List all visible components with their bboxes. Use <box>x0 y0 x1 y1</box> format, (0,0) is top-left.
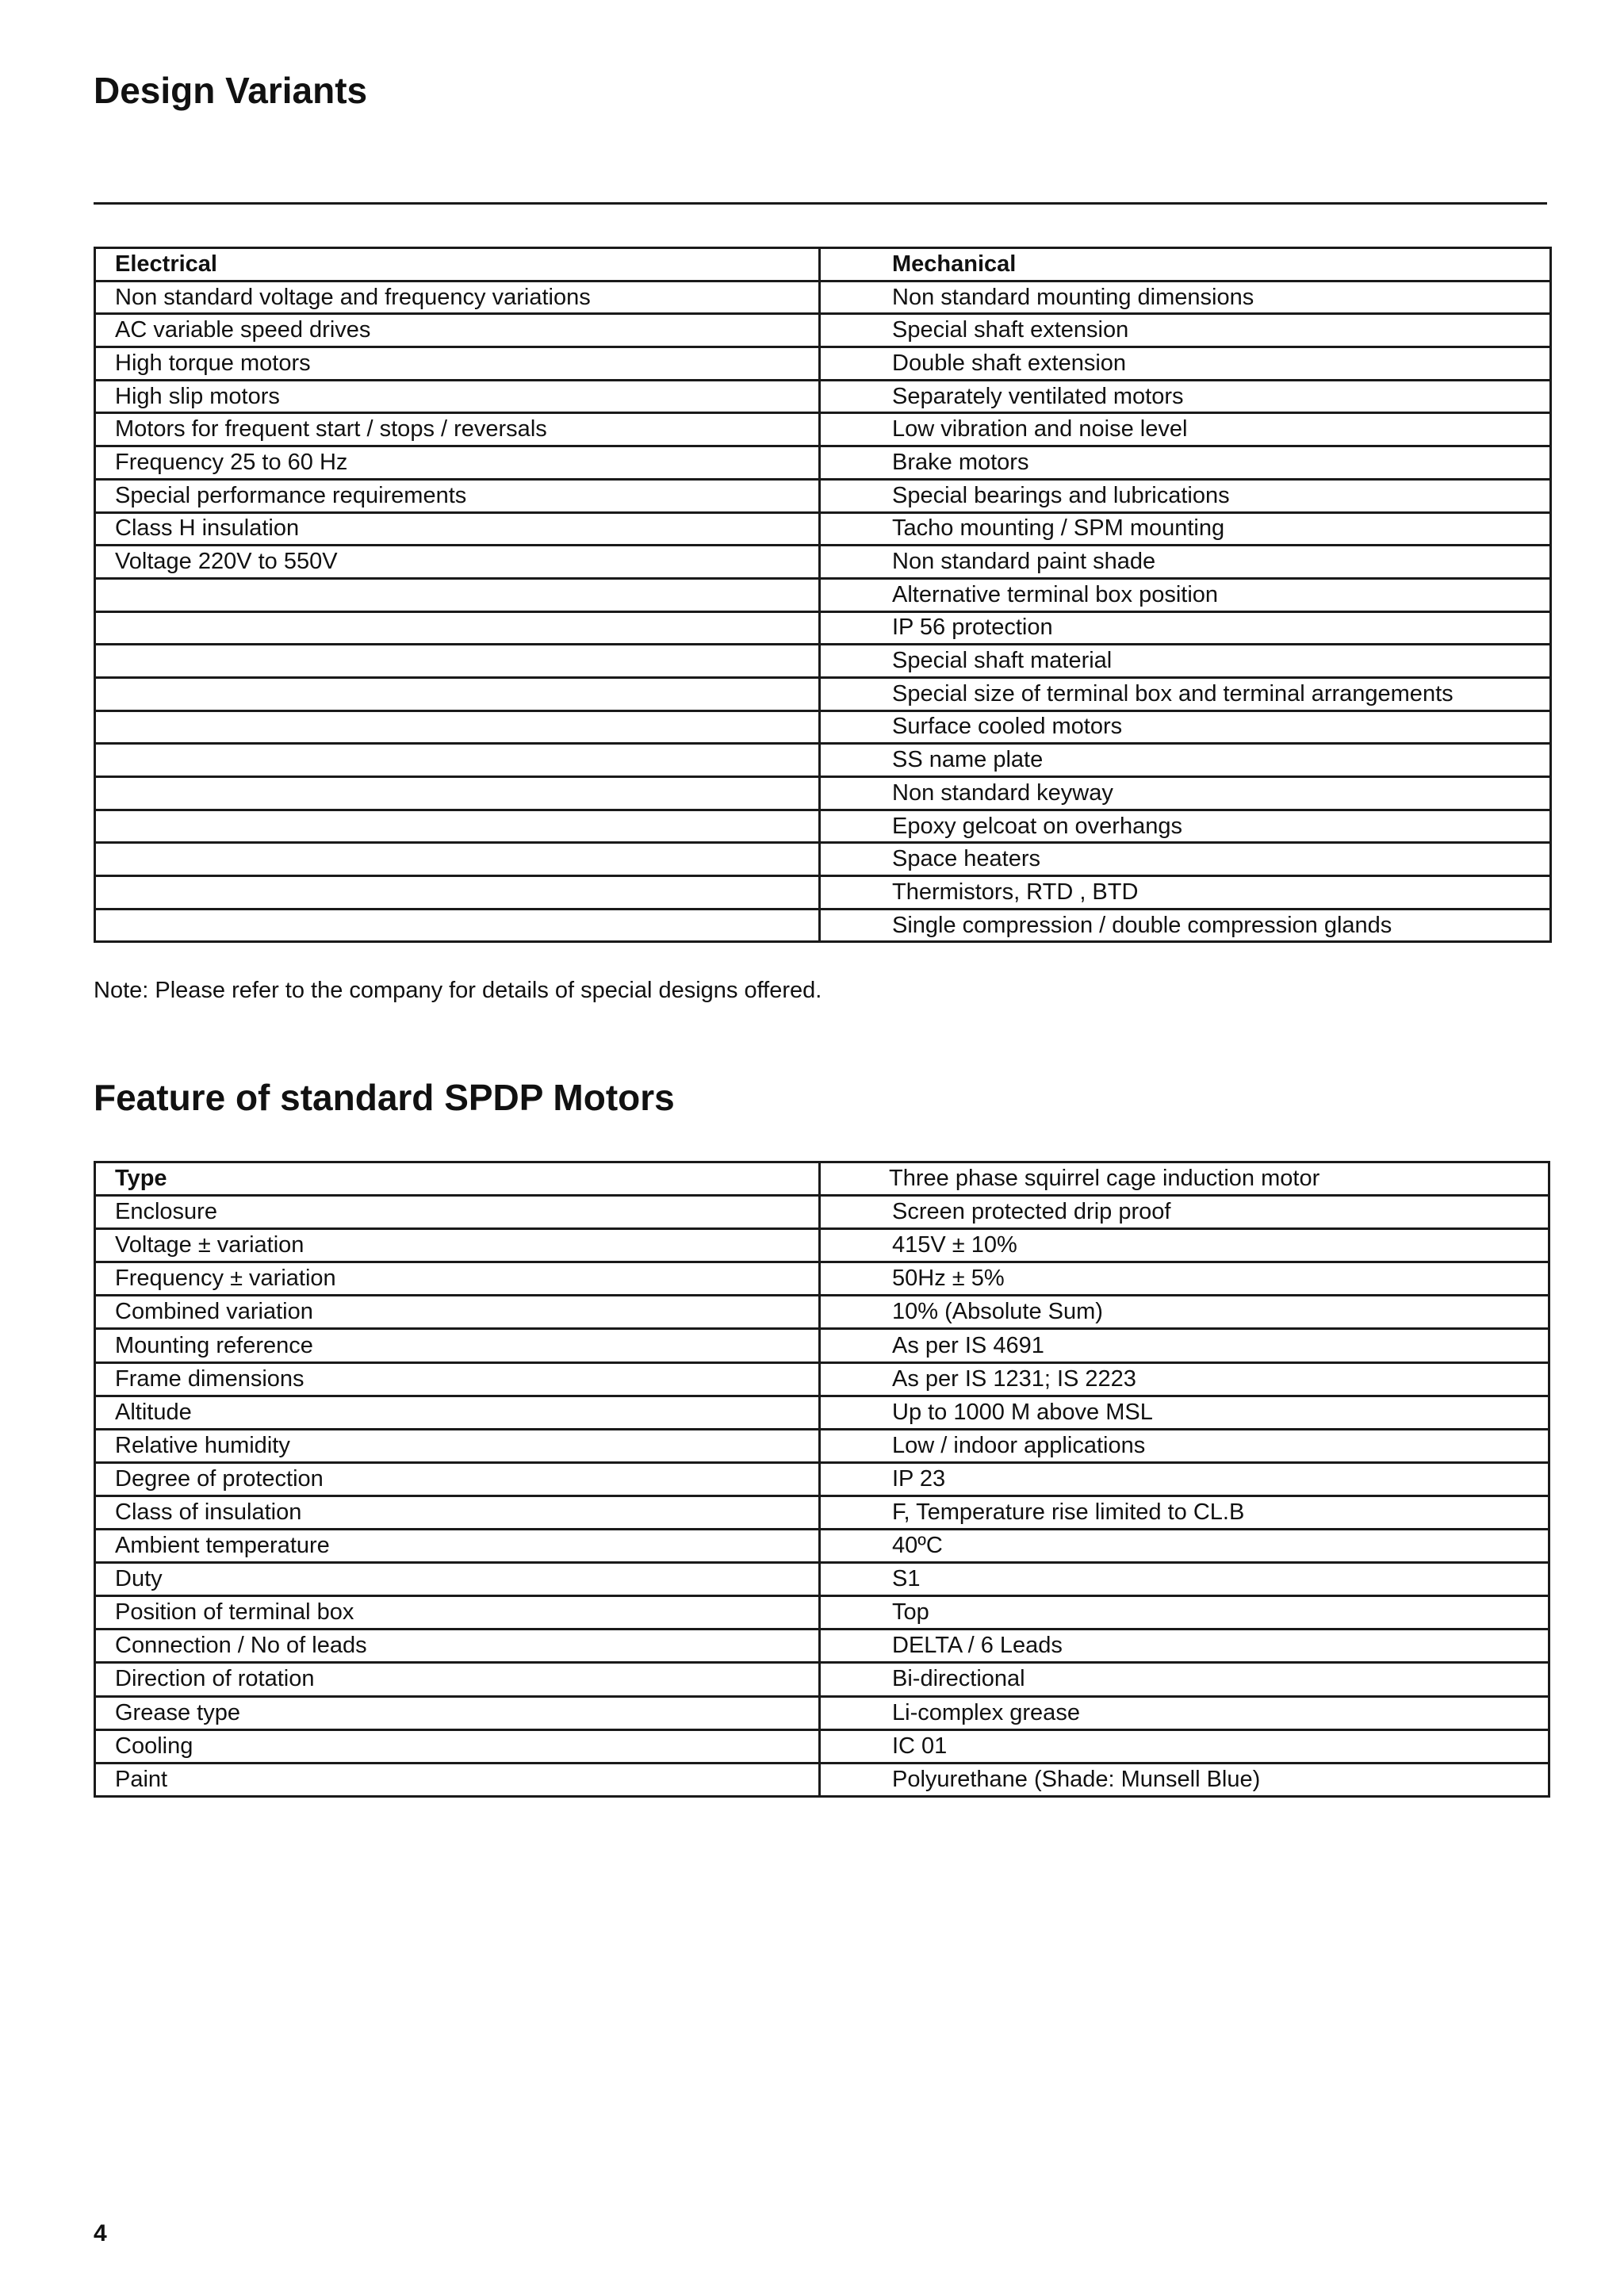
table-cell-value: Top <box>820 1596 1549 1630</box>
table-cell-label: Class of insulation <box>95 1496 820 1529</box>
table-row <box>95 710 1551 744</box>
table-cell-value: Non standard keyway <box>820 777 1551 810</box>
design-variants-table <box>94 247 1552 943</box>
table-row <box>95 1362 1549 1396</box>
table-row <box>95 546 1551 579</box>
design-variants-note: Note: Please refer to the company for details of special designs offered. <box>94 978 822 1003</box>
page-number: 4 <box>94 2220 107 2246</box>
table-cell-label <box>95 744 820 777</box>
table-cell-value: 50Hz ± 5% <box>820 1262 1549 1296</box>
table-row <box>95 1429 1549 1462</box>
table-row <box>95 1696 1549 1729</box>
table-row <box>95 1496 1549 1529</box>
table-row <box>95 446 1551 480</box>
table-cell-label: Voltage ± variation <box>95 1229 820 1262</box>
table-cell-value: Special shaft extension <box>820 314 1551 347</box>
table-row <box>95 1162 1549 1196</box>
table-cell-label: Position of terminal box <box>95 1596 820 1630</box>
table-cell-label: Grease type <box>95 1696 820 1729</box>
design-variants-table-body <box>95 248 1551 942</box>
table-row <box>95 281 1551 314</box>
table-cell-value: Special bearings and lubrications <box>820 479 1551 512</box>
table-row <box>95 1663 1549 1696</box>
table-cell-label: Duty <box>95 1563 820 1596</box>
table-row <box>95 479 1551 512</box>
table-cell-value: Tacho mounting / SPM mounting <box>820 512 1551 546</box>
table-cell-label: Voltage 220V to 550V <box>95 546 820 579</box>
table-cell-value: Brake motors <box>820 446 1551 480</box>
table-cell-value: As per IS 1231; IS 2223 <box>820 1362 1549 1396</box>
table-cell-value: Non standard paint shade <box>820 546 1551 579</box>
table-header-row <box>95 248 1551 281</box>
table-cell-value: Special shaft material <box>820 645 1551 678</box>
table-row <box>95 744 1551 777</box>
table-row <box>95 347 1551 381</box>
table-cell-value: Double shaft extension <box>820 347 1551 381</box>
table-cell-value: As per IS 4691 <box>820 1329 1549 1362</box>
table-row <box>95 1462 1549 1496</box>
table-cell-label <box>95 810 820 843</box>
table-cell-label <box>95 645 820 678</box>
table-cell-label <box>95 909 820 942</box>
table-row <box>95 777 1551 810</box>
table-cell-value: Surface cooled motors <box>820 710 1551 744</box>
table-cell-value: Thermistors, RTD , BTD <box>820 876 1551 910</box>
table-row <box>95 645 1551 678</box>
table-cell-value: SS name plate <box>820 744 1551 777</box>
table-cell-value: Three phase squirrel cage induction motor <box>820 1162 1549 1196</box>
table-row <box>95 909 1551 942</box>
table-cell-label: Special performance requirements <box>95 479 820 512</box>
table-cell-label <box>95 777 820 810</box>
table-cell-label: Cooling <box>95 1729 820 1763</box>
table-cell-label: Class H insulation <box>95 512 820 546</box>
column-header-mechanical: Mechanical <box>820 248 1551 281</box>
table-row <box>95 611 1551 645</box>
table-cell-value: Low / indoor applications <box>820 1429 1549 1462</box>
table-row <box>95 380 1551 413</box>
section-title-design-variants: Design Variants <box>94 70 368 111</box>
table-row <box>95 1229 1549 1262</box>
table-cell-value: 40ºC <box>820 1530 1549 1563</box>
table-cell-value: 415V ± 10% <box>820 1229 1549 1262</box>
table-cell-value: Polyurethane (Shade: Munsell Blue) <box>820 1763 1549 1796</box>
table-row <box>95 876 1551 910</box>
table-cell-label <box>95 710 820 744</box>
table-cell-label: Relative humidity <box>95 1429 820 1462</box>
table-cell-label: High torque motors <box>95 347 820 381</box>
table-cell-label: Frequency ± variation <box>95 1262 820 1296</box>
table-cell-label: Ambient temperature <box>95 1530 820 1563</box>
table-cell-label <box>95 876 820 910</box>
table-cell-label: Frequency 25 to 60 Hz <box>95 446 820 480</box>
table-cell-label: Mounting reference <box>95 1329 820 1362</box>
table-cell-label: Type <box>95 1162 820 1196</box>
features-table-body <box>95 1162 1549 1797</box>
table-cell-label: High slip motors <box>95 380 820 413</box>
table-cell-value: S1 <box>820 1563 1549 1596</box>
table-row <box>95 1196 1549 1229</box>
table-cell-label <box>95 677 820 710</box>
table-cell-value: IP 23 <box>820 1462 1549 1496</box>
table-row <box>95 512 1551 546</box>
table-cell-label: Altitude <box>95 1396 820 1429</box>
table-row <box>95 843 1551 876</box>
table-cell-label <box>95 843 820 876</box>
table-cell-label <box>95 578 820 611</box>
table-cell-value: Separately ventilated motors <box>820 380 1551 413</box>
table-cell-value: IC 01 <box>820 1729 1549 1763</box>
table-cell-value: Space heaters <box>820 843 1551 876</box>
table-row <box>95 1563 1549 1596</box>
column-header-electrical: Electrical <box>95 248 820 281</box>
table-cell-label: Direction of rotation <box>95 1663 820 1696</box>
table-cell-value: DELTA / 6 Leads <box>820 1630 1549 1663</box>
table-cell-value: Epoxy gelcoat on overhangs <box>820 810 1551 843</box>
table-cell-label: Connection / No of leads <box>95 1630 820 1663</box>
table-row <box>95 1630 1549 1663</box>
table-cell-value: IP 56 protection <box>820 611 1551 645</box>
table-cell-value: F, Temperature rise limited to CL.B <box>820 1496 1549 1529</box>
table-cell-label: Degree of protection <box>95 1462 820 1496</box>
table-row <box>95 677 1551 710</box>
table-cell-label: AC variable speed drives <box>95 314 820 347</box>
table-cell-value: Low vibration and noise level <box>820 413 1551 446</box>
table-cell-label: Paint <box>95 1763 820 1796</box>
horizontal-divider <box>94 202 1547 205</box>
table-cell-value: Bi-directional <box>820 1663 1549 1696</box>
table-cell-label: Enclosure <box>95 1196 820 1229</box>
section-title-features: Feature of standard SPDP Motors <box>94 1077 675 1118</box>
table-cell-value: Single compression / double compression glands <box>820 909 1551 942</box>
table-row <box>95 314 1551 347</box>
table-cell-label: Combined variation <box>95 1296 820 1329</box>
table-row <box>95 578 1551 611</box>
table-row <box>95 1329 1549 1362</box>
table-row <box>95 1296 1549 1329</box>
table-row <box>95 1530 1549 1563</box>
table-cell-value: Non standard mounting dimensions <box>820 281 1551 314</box>
table-row <box>95 1596 1549 1630</box>
table-cell-value: Li-complex grease <box>820 1696 1549 1729</box>
table-row <box>95 413 1551 446</box>
table-row <box>95 810 1551 843</box>
table-row <box>95 1729 1549 1763</box>
table-cell-label <box>95 611 820 645</box>
table-cell-value: Alternative terminal box position <box>820 578 1551 611</box>
table-cell-value: Special size of terminal box and terminal arrangements <box>820 677 1551 710</box>
table-row <box>95 1262 1549 1296</box>
table-row <box>95 1763 1549 1796</box>
features-table <box>94 1161 1550 1798</box>
table-cell-label: Frame dimensions <box>95 1362 820 1396</box>
table-row <box>95 1396 1549 1429</box>
table-cell-label: Non standard voltage and frequency variations <box>95 281 820 314</box>
table-cell-label: Motors for frequent start / stops / reversals <box>95 413 820 446</box>
table-cell-value: Up to 1000 M above MSL <box>820 1396 1549 1429</box>
table-cell-value: 10% (Absolute Sum) <box>820 1296 1549 1329</box>
table-cell-value: Screen protected drip proof <box>820 1196 1549 1229</box>
